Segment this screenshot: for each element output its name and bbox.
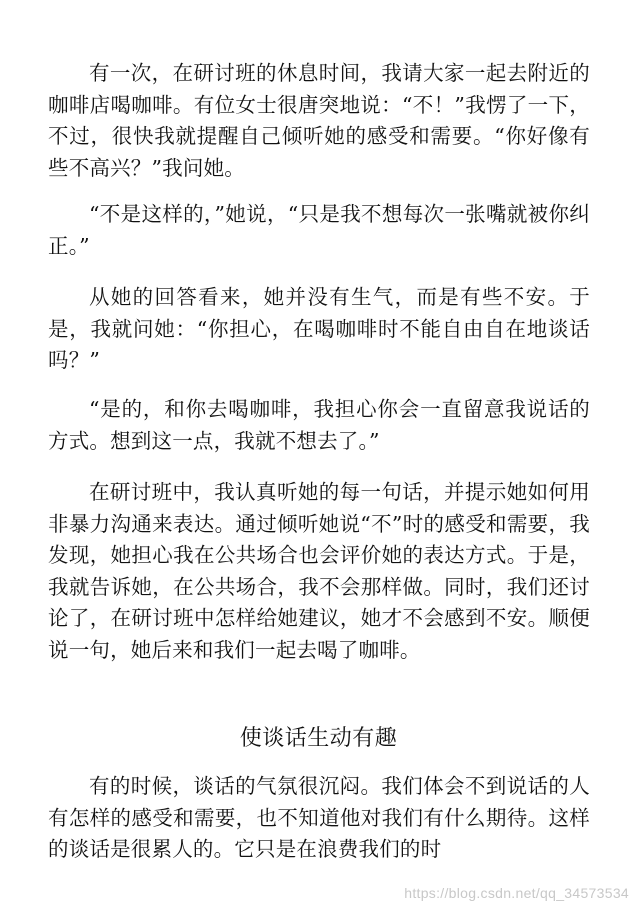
paragraph-coffee-invitation: 有一次，在研讨班的休息时间，我请大家一起去附近的咖啡店喝咖啡。有位女士很唐突地说：“不！”我愣了一下，不过，很快我就提醒自己倾听她的感受和需要。“你好像有些不高兴？”我问她。 [48,61,590,180]
paragraph-worried: 从她的回答看来，她并没有生气，而是有些不安。于是，我就问她：“你担心，在喝咖啡时不能自由自在地谈话吗？” [48,285,590,372]
watermark-url: https://blog.csdn.net/qq_34573534 [404,885,629,901]
paragraph-seminar: 在研讨班中，我认真听她的每一句话，并提示她如何用非暴力沟通来表达。通过倾听她说“不”时的感受和需要，我发现，她担心我在公共场合也会评价她的表达方式。于是，我就告诉她，在公共场合，我不会那样做。同时，我们还讨论了，在研讨班中怎样给她建议，她才不会感到不安。顺便说一句，她后来和我们一起去喝了咖啡。 [48,480,590,662]
paragraph-yes-reply: “是的，和你去喝咖啡，我担心你会一直留意我说话的方式。想到这一点，我就不想去了。” [48,397,590,453]
section-heading: 使谈话生动有趣 [239,726,398,751]
paragraph-dull-conversation: 有的时候，谈话的气氛很沉闷。我们体会不到说话的人有怎样的感受和需要，也不知道他对我们有什么期待。这样的谈话是很累人的。它只是在浪费我们的时 [48,774,590,861]
paragraph-not-like-that: “不是这样的，”她说，“只是我不想每次一张嘴就被你纠正。” [48,202,590,258]
